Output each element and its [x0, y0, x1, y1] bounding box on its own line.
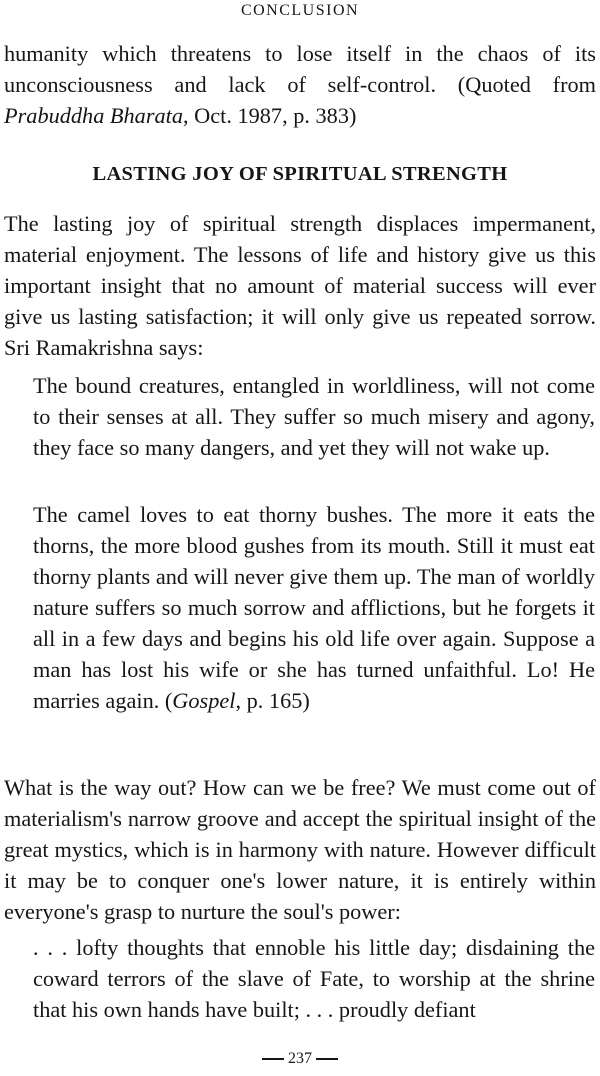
ornament-dash-right [316, 1058, 338, 1060]
paragraph-way-out: What is the way out? How can we be free? We must come out of materialism's narrow groove and accept the spiritual insight of the great mystics, which is in harmony with nature. However difficult it may be to conquer one's lower nature, it is entirely within everyone's grasp to nurture the soul's power: [4, 775, 596, 924]
page-number [0, 1050, 600, 1068]
paragraph-text: humanity which threatens to lose itself in the chaos of its unconsciousness and lack of self-control. (Quoted from [4, 41, 596, 97]
source-citation: , p. 165) [235, 688, 310, 713]
paragraph-continuation [4, 38, 596, 131]
section-heading: LASTING JOY OF SPIRITUAL STRENGTH [92, 163, 508, 185]
source-title: Gospel [172, 688, 236, 713]
block-quote-2 [33, 499, 595, 716]
running-header: CONCLUSION [240, 2, 360, 19]
block-quote-3: . . . lofty thoughts that ennoble his little day; disdaining the coward terrors of the slave of Fate, to worship at the shrine that his own hands have built; . . . proudly defiant [33, 935, 595, 1022]
source-citation: , Oct. 1987, p. 383) [183, 103, 357, 128]
quote-text: The camel loves to eat thorny bushes. The more it eats the thorns, the more blood gushes from its mouth. Still it must eat thorny plants and will never give them up. The man of worldly nature suffers so much sorrow and afflictions, but he forgets it all in a few days and begins his old life over again. Suppose a man has lost his wife or she has turned unfaithful. Lo! He marries again. ( [33, 502, 595, 713]
block-quote-1: The bound creatures, entangled in worldliness, will not come to their senses at all. They suffer so much misery and agony, they face so many dangers, and yet they will not wake up. [33, 373, 595, 460]
page-number-text: 237 [288, 1050, 312, 1067]
ornament-dash-left [262, 1058, 284, 1060]
source-title: Prabuddha Bharata [4, 103, 183, 128]
paragraph-intro: The lasting joy of spiritual strength displaces impermanent, material enjoyment. The lessons of life and history give us this important insight that no amount of material success will ever give us lasting satisfaction; it will only give us repeated sorrow. Sri Ramakrishna says: [4, 211, 596, 360]
